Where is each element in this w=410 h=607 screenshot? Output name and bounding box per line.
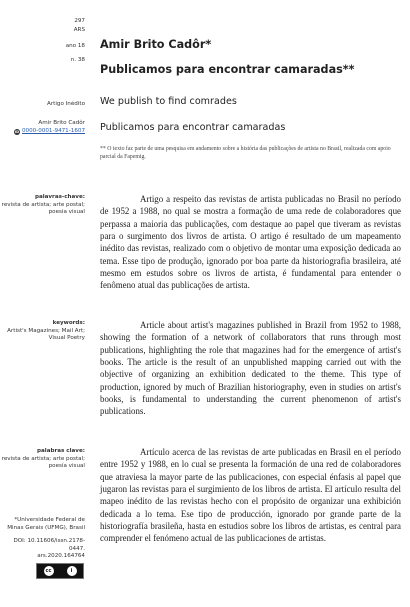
cc-icon: cc xyxy=(44,566,54,576)
affiliation xyxy=(0,517,85,532)
title-en: We publish to find comrades xyxy=(100,96,237,107)
section-label: Artigo Inédito xyxy=(47,101,85,107)
title-pt: Publicamos para encontrar camaradas** xyxy=(100,63,355,76)
doi[interactable] xyxy=(0,538,85,561)
author-name: Amir Brito Cadôr* xyxy=(100,38,212,51)
abstract-en: Article about artist's magazines published in Brazil from 1952 to 1988, showing the formation of a network of collaborators that runs through most publications, highlighting the role that magazines had for the emergence of artist's books. The article is the result of an unpublished mapping carried out with the objective of organizing an exhibition dedicated to the theme. This type of production, ignored by much of Brazilian historiography, even in studies on artist's books, is fundamental to understanding the current phenomenon of artist's publications. xyxy=(100,320,401,417)
keywords-en xyxy=(0,320,85,343)
orcid-link[interactable]: 0000-0001-9471-1607 xyxy=(22,128,85,134)
keywords-es xyxy=(0,448,85,471)
title-es: Publicamos para encontrar camaradas xyxy=(100,122,286,133)
keywords-en-line: Artist's Magazines; Mail Art; xyxy=(7,327,85,334)
doi-line: ars.2020.164764 xyxy=(37,553,85,560)
page-number: 297 xyxy=(74,18,85,24)
keywords-pt-title: palavras-chave: xyxy=(34,194,85,200)
sidebar-author: Amir Brito Cadôr xyxy=(38,120,85,126)
keywords-pt-line: poesia visual xyxy=(48,209,85,216)
journal-name: ARS xyxy=(73,27,85,33)
abstract-pt: Artigo a respeito das revistas de artista publicadas no Brasil no período de 1952 a 1988, no qual se mostra a formação de uma rede de colaboradores que perpassa a maioria das publicações, com destaque ao papel que tiveram as revistas para o surgimento dos livros de artista. O artigo é resultado de um mapeamento inédito das revistas, realizado com o objetivo de montar uma exposição dedicada ao tema. Esse tipo de produção, ignorado por boa parte da historiografia brasileira, até mesmo em estudos sobre os livros de artista, é fundamental para entender o fenômeno atual das publicações de artista. xyxy=(100,194,401,291)
keywords-en-line: Visual Poetry xyxy=(48,335,85,342)
journal-year: ano 18 xyxy=(65,43,85,49)
journal-issue: n. 38 xyxy=(70,57,85,63)
by-icon: i xyxy=(67,566,77,576)
keywords-pt-line: revista de artista; arte postal; xyxy=(1,201,85,208)
orcid-line xyxy=(0,128,85,136)
keywords-es-line: poesía visual xyxy=(48,463,85,470)
doi-line: DOI: 10.11606/issn.2178-0447. xyxy=(13,538,85,552)
keywords-en-title: keywords: xyxy=(52,320,85,326)
orcid-icon: iD xyxy=(14,129,20,134)
affiliation-line: *Universidade Federal de xyxy=(14,517,85,523)
footnote: ** O texto faz parte de uma pesquisa em andamento sobre a história das publicações de artista no Brasil, realizada com apoio parcial da Fapemig. xyxy=(100,146,391,160)
affiliation-line: Minas Gerais (UFMG), Brasil xyxy=(7,524,85,531)
keywords-es-title: palabras clave: xyxy=(37,448,85,454)
abstract-es: Artículo acerca de las revistas de arte publicadas en Brasil en el período entre 1952 y 1988, en lo cual se presenta la formación de una red de colaboradores que atraviesa la mayor parte de las publicaciones, con especial énfasis al papel que jugaron las revistas para el surgimiento de los libros de artista. El artículo resulta del mapeo inédito de las revistas hecho con el propósito de organizar una exhibición dedicada a lo tema. Ese tipo de producción, ignorado por grande parte de la historiografía brasileña, hasta en estudios sobre los libros de artistas, es central para comprender el fenómeno actual de las publicaciones de artistas. xyxy=(100,447,401,544)
keywords-es-line: revista de artista; arte postal; xyxy=(1,455,85,462)
keywords-pt xyxy=(0,194,85,217)
cc-license-badge[interactable] xyxy=(36,563,84,579)
